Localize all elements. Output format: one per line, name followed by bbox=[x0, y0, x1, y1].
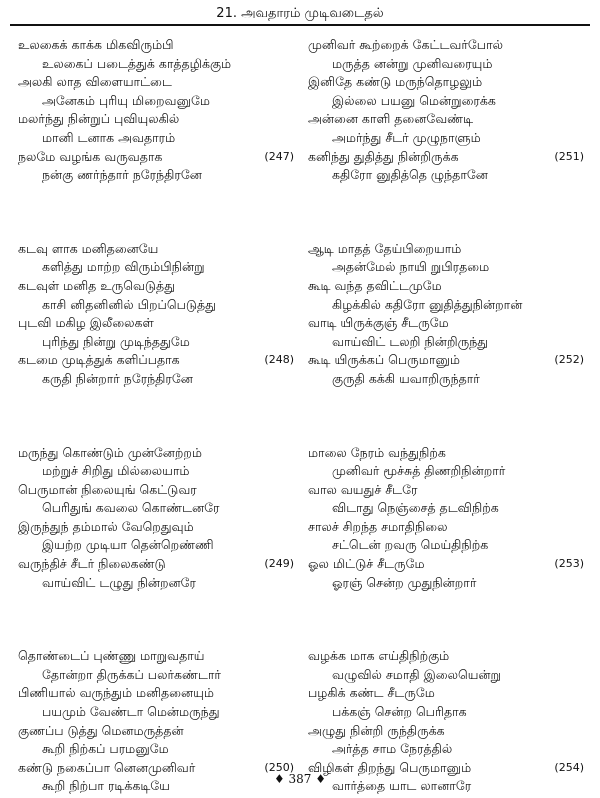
verse-line: தோன்றா திருக்கப் பலர்கண்டார் bbox=[42, 666, 221, 682]
verse-stanza bbox=[308, 240, 590, 389]
verse-line: குணப்ப டுத்து மெனமருத்தன் bbox=[18, 722, 184, 738]
verse-line: மானி டனாக அவதாரம் bbox=[42, 129, 176, 145]
verse-line: வழுவில் சமாதி இலையென்று bbox=[332, 666, 501, 682]
verse-line: காசி னிதனினில் பிறப்பெடுத்து bbox=[42, 296, 217, 312]
verse-line bbox=[308, 351, 590, 370]
verse-line: கிழக்கில் கதிரோ னுதித்துநின்றான் bbox=[332, 296, 523, 312]
verse-line: கூடி வந்த தவிட்டமுமே bbox=[308, 277, 442, 293]
verse-line: அதன்மேல் நாயி றுபிரதமை bbox=[332, 259, 490, 275]
verse-line: அர்த்த சாம நேரத்தில் bbox=[332, 741, 453, 757]
verse-line: மலர்ந்து நின்றுப் புவியுலகில் bbox=[18, 111, 180, 127]
verse-line: கூறி நிற்கப் பரமனுமே bbox=[42, 741, 169, 757]
left-column bbox=[18, 36, 300, 796]
verse-line: அனேகம் புரியு மிறைவனுமே bbox=[42, 92, 210, 108]
verse-number: (251) bbox=[554, 149, 584, 163]
stanza-gap bbox=[18, 592, 300, 647]
verse-line-text: கண்டு நகைப்பா னெனமுனிவர் bbox=[18, 759, 196, 775]
verse-line: உலகைப் படைத்துக் காத்தழிக்கும் bbox=[42, 55, 232, 71]
verse-line-text: வருந்திச் சீடர் நிலைகண்டு bbox=[18, 556, 166, 572]
verse-line: வாடி யிருக்குஞ் சீடருமே bbox=[308, 315, 449, 331]
verse-line: கடவு ளாக மனிதனையே bbox=[18, 240, 159, 256]
verse-stanza bbox=[308, 444, 590, 593]
verse-stanza bbox=[308, 36, 590, 185]
verse-number: (250) bbox=[264, 760, 294, 774]
verse-number: (249) bbox=[264, 557, 294, 571]
verse-line: சாலச் சிறந்த சமாதிநிலை bbox=[308, 518, 448, 534]
verse-line: ஓரஞ் சென்ற முதுநின்றார் bbox=[332, 574, 477, 590]
verse-line: முனிவர் மூச்சுத் திணறிநின்றார் bbox=[332, 463, 506, 479]
verse-line: வால வயதுச் சீடரே bbox=[308, 481, 418, 497]
verse-line: இருந்துந் தம்மால் வேறெதுவும் bbox=[18, 518, 194, 534]
verse-number: (248) bbox=[264, 353, 294, 367]
stanza-gap bbox=[18, 185, 300, 240]
verse-line-text: விழிகள் திறந்து பெருமானும் bbox=[308, 759, 472, 775]
verse-stanza bbox=[18, 444, 300, 593]
verse-line bbox=[308, 148, 590, 167]
verse-number: (247) bbox=[264, 149, 294, 163]
verse-line-text: நலமே வழங்க வருவதாக bbox=[18, 148, 163, 164]
verse-line: மாலை நேரம் வந்துநிற்க bbox=[308, 444, 446, 460]
verse-number: (253) bbox=[554, 557, 584, 571]
verse-line: பக்கஞ் சென்ற பெரிதாக bbox=[332, 704, 467, 720]
stanza-gap bbox=[308, 185, 590, 240]
verse-line: வாய்விட் டலறி நின்றிருந்து bbox=[332, 333, 489, 349]
page-number: ♦ 387 ♦ bbox=[273, 772, 327, 786]
verse-stanza bbox=[18, 240, 300, 389]
verse-line: வழக்க மாக எய்திநிற்கும் bbox=[308, 648, 450, 664]
verse-line: இல்லை பயனு மென்றுரைக்க bbox=[332, 92, 496, 108]
verse-line: அமர்ந்து சீடர் முழுநாளும் bbox=[332, 129, 481, 145]
verse-line: இனிதே கண்டு மருந்தொழலும் bbox=[308, 74, 483, 90]
verse-line: புடவி மகிழ இலீலைகள் bbox=[18, 315, 154, 331]
page-header: 21. அவதாரம் முடிவடைதல் bbox=[216, 6, 384, 21]
verse-line: பயமும் வேண்டா மென்மருந்து bbox=[42, 704, 220, 720]
verse-line: கூறி நிற்பா ரடிக்கடியே bbox=[42, 778, 170, 794]
verse-line-text: கூடி யிருக்கப் பெருமானும் bbox=[308, 352, 460, 368]
verse-line-text: கனிந்து துதித்து நின்றிருக்க bbox=[308, 148, 459, 164]
stanza-gap bbox=[308, 592, 590, 647]
verse-line: பெருமான் நிலையுங் கெட்டுவர bbox=[18, 481, 197, 497]
verse-line bbox=[308, 555, 590, 574]
verse-line: பெரிதுங் கவலை கொண்டனரே bbox=[42, 500, 220, 516]
verse-line: அலகி லாத விளையாட்டை bbox=[18, 74, 172, 90]
verse-line: இயற்ற முடியா தென்றெண்ணி bbox=[42, 537, 214, 553]
verse-stanza bbox=[18, 36, 300, 185]
verse-number: (254) bbox=[554, 760, 584, 774]
verse-line bbox=[18, 351, 300, 370]
verse-line bbox=[18, 555, 300, 574]
verse-line: அழுது நின்றி ருந்திருக்க bbox=[308, 722, 445, 738]
verse-line: பழகிக் கண்ட சீடருமே bbox=[308, 685, 435, 701]
verse-line: விடாது நெஞ்சைத் தடவிநிற்க bbox=[332, 500, 499, 516]
verse-line: நன்கு ணர்ந்தார் நரேந்திரனே bbox=[42, 167, 202, 183]
verse-line: பிணியால் வருந்தும் மனிதனையும் bbox=[18, 685, 214, 701]
verse-line: மற்றுச் சிறிது மில்லையாம் bbox=[42, 463, 190, 479]
verse-line: கதிரோ னுதித்தெ ழுந்தானே bbox=[332, 167, 488, 183]
verse-line: களித்து மாற்ற விரும்பிநின்று bbox=[42, 259, 205, 275]
verse-line-text: ஓல மிட்டுச் சீடருமே bbox=[308, 556, 425, 572]
verse-line: முனிவர் கூற்றைக் கேட்டவர்போல் bbox=[308, 37, 503, 52]
verse-line: வாய்விட் டழுது நின்றனரே bbox=[42, 574, 196, 590]
verse-line: புரிந்து நின்று முடிந்ததுமே bbox=[42, 333, 190, 349]
verse-line: மருந்து கொண்டும் முன்னேற்றம் bbox=[18, 444, 202, 460]
verse-number: (252) bbox=[554, 353, 584, 367]
verse-line: வார்த்தை யாட லானாரே bbox=[332, 778, 472, 794]
verse-line: மருத்த னன்று முனிவரையும் bbox=[332, 55, 493, 71]
verse-line bbox=[18, 148, 300, 167]
verse-line: உலகைக் காக்க மிகவிரும்பி bbox=[18, 37, 174, 52]
header-rule bbox=[10, 24, 590, 26]
verse-line: ஆடி மாதத் தேய்பிறையாம் bbox=[308, 240, 462, 256]
verse-line-text: கடமை முடித்துக் களிப்பதாக bbox=[18, 352, 180, 368]
verse-line: அன்னை காளி தனைவேண்டி bbox=[308, 111, 474, 127]
verse-line: கடவுள் மனித உருவெடுத்து bbox=[18, 277, 176, 293]
stanza-gap bbox=[18, 389, 300, 444]
verse-line: குருதி கக்கி யவாறிருந்தார் bbox=[332, 370, 480, 386]
verse-line: தொண்டைப் புண்ணு மாறுவதாய் bbox=[18, 648, 205, 664]
stanza-gap bbox=[308, 389, 590, 444]
verse-line: கருதி நின்றார் நரேந்திரனே bbox=[42, 370, 193, 386]
right-column bbox=[308, 36, 590, 796]
verse-line: சட்டென் றவரு மெய்திநிற்க bbox=[332, 537, 489, 553]
